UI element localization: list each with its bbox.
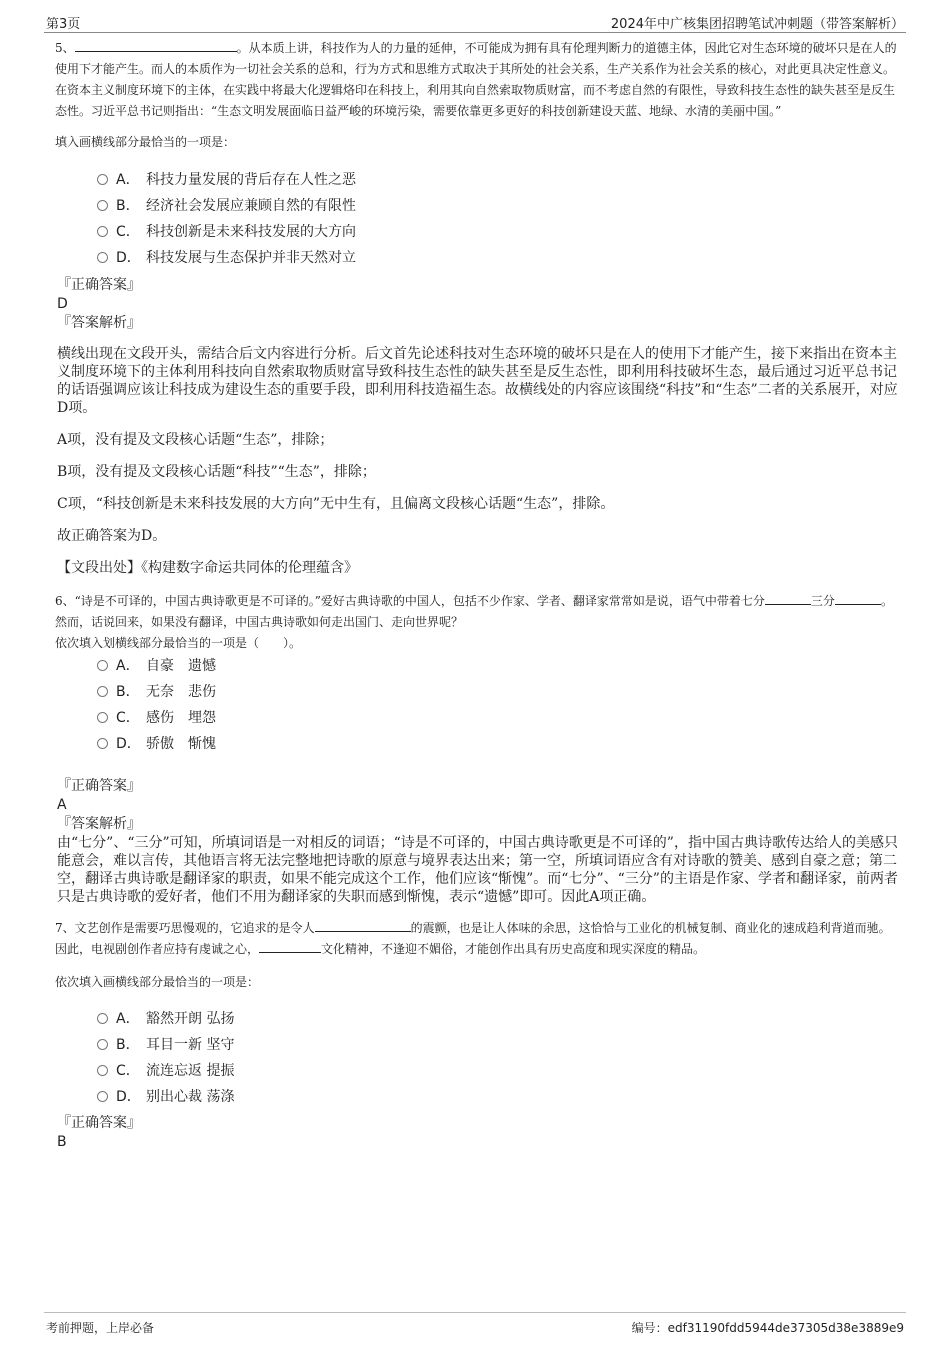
footer-slogan: 考前押题，上岸必备 bbox=[46, 1321, 155, 1335]
radio-icon[interactable] bbox=[97, 1091, 108, 1102]
question-7-options bbox=[55, 1006, 900, 1110]
radio-icon[interactable] bbox=[97, 738, 108, 749]
question-5-stem bbox=[55, 38, 900, 122]
analysis-paragraph: A项，没有提及文段核心话题“生态”，排除； bbox=[57, 432, 334, 448]
option-c[interactable]: C． 科技创新是未来科技发展的大方向 bbox=[97, 219, 900, 245]
document-title: 2024年中广核集团招聘笔试冲刺题（带答案解析） bbox=[610, 17, 904, 32]
fill-blank bbox=[315, 919, 411, 932]
question-5-instruction: 填入画横线部分最恰当的一项是： bbox=[55, 135, 236, 149]
radio-icon[interactable] bbox=[97, 686, 108, 697]
option-a[interactable]: A． 科技力量发展的背后存在人性之恶 bbox=[97, 167, 900, 193]
analysis-paragraph: 由“七分”、“三分”可知，所填词语是一对相反的词语；“诗是不可译的，中国古典诗歌更是不可译的”，指中国古典诗歌传达给人的美感只能意会，难以言传，其他语言将无法完整地把诗歌的原意与境界表达出来；第一空，所填词语应含有对诗歌的赞美、感到自豪之意；第二空，翻译古典诗歌是翻译家的职责，如果不能完成这个工作，他们应该“惭愧”。而“七分”、“三分”的主语是作家、学者和翻译家，前两者只是古典诗歌的爱好者，他们不用为翻译家的失职而感到惭愧，表示“遗憾”即可。因此A项正确。 bbox=[57, 835, 898, 905]
option-b[interactable]: B． 无奈 悲伤 bbox=[97, 679, 900, 705]
question-6-instruction: 依次填入划横线部分最恰当的一项是（ ）。 bbox=[55, 636, 302, 650]
option-b[interactable]: B． 经济社会发展应兼顾自然的有限性 bbox=[97, 193, 900, 219]
radio-icon[interactable] bbox=[97, 660, 108, 671]
question-5 bbox=[55, 38, 900, 577]
document-serial: 编号：edf31190fdd5944de37305d38e3889e9 bbox=[631, 1321, 904, 1335]
question-7-stem: 7、文艺创作是需要巧思慢观的，它追求的是令人 的震颤，也是让人体味的余思，这恰恰与工业化的机械复制、商业化的速成趋利背道而驰。因此，电视剧创作者应持有虔诚之心， 文化精神，不逢迎不媚俗，才能创作出具有历史高度和现实深度的精品。 bbox=[55, 921, 891, 956]
analysis-paragraph: 故正确答案为D。 bbox=[57, 528, 167, 544]
analysis-label: 『答案解析』 bbox=[57, 816, 141, 832]
fill-blank bbox=[765, 592, 811, 605]
radio-icon[interactable] bbox=[97, 226, 108, 237]
analysis-paragraph: 横线出现在文段开头，需结合后文内容进行分析。后文首先论述科技对生态环境的破坏只是在人的使用下才能产生，接下来指出在资本主义制度环境下的主体利用科技向自然索取物质财富导致科技生态性的缺失甚至是反生态性，即利用科技破坏生态，最后通过习近平总书记的话语强调应该让科技成为建设生态的重要手段，即利用科技造福生态。故横线处的内容应该围绕“科技”和“生态”二者的关系展开，对应D项。 bbox=[57, 346, 898, 416]
question-6-options bbox=[55, 653, 900, 757]
page-header bbox=[44, 10, 906, 33]
page-footer bbox=[44, 1312, 906, 1337]
fill-blank bbox=[75, 39, 237, 52]
answer-label: 『正确答案』 bbox=[57, 277, 141, 293]
question-7-instruction: 依次填入画横线部分最恰当的一项是： bbox=[55, 975, 260, 989]
question-5-number: 5、 bbox=[55, 41, 75, 55]
analysis-paragraph: B项，没有提及文段核心话题“科技”“生态”，排除； bbox=[57, 464, 376, 480]
radio-icon[interactable] bbox=[97, 712, 108, 723]
page-number: 第3页 bbox=[46, 17, 81, 32]
fill-blank bbox=[835, 592, 881, 605]
option-d[interactable]: D． 别出心裁 荡涤 bbox=[97, 1084, 900, 1110]
answer-label: 『正确答案』 bbox=[57, 778, 141, 794]
answer-label: 『正确答案』 bbox=[57, 1115, 141, 1131]
option-c[interactable]: C． 感伤 埋怨 bbox=[97, 705, 900, 731]
radio-icon[interactable] bbox=[97, 1065, 108, 1076]
source-note: 【文段出处】《构建数字命运共同体的伦理蕴含》 bbox=[57, 560, 358, 576]
radio-icon[interactable] bbox=[97, 200, 108, 211]
option-c[interactable]: C． 流连忘返 提振 bbox=[97, 1058, 900, 1084]
option-d[interactable]: D． 骄傲 惭愧 bbox=[97, 731, 900, 757]
fill-blank bbox=[259, 940, 321, 953]
option-a[interactable]: A． 自豪 遗憾 bbox=[97, 653, 900, 679]
question-5-options bbox=[55, 167, 900, 271]
analysis-paragraph: C项，“科技创新是未来科技发展的大方向”无中生有，且偏离文段核心话题“生态”，排除。 bbox=[57, 496, 615, 512]
option-a[interactable]: A． 豁然开朗 弘扬 bbox=[97, 1006, 900, 1032]
correct-answer: B bbox=[57, 1134, 67, 1150]
option-b[interactable]: B． 耳目一新 坚守 bbox=[97, 1032, 900, 1058]
option-d[interactable]: D． 科技发展与生态保护并非天然对立 bbox=[97, 245, 900, 271]
radio-icon[interactable] bbox=[97, 1039, 108, 1050]
analysis-label: 『答案解析』 bbox=[57, 315, 141, 331]
correct-answer: D bbox=[57, 296, 68, 312]
page-content bbox=[55, 38, 900, 1152]
correct-answer: A bbox=[57, 797, 67, 813]
radio-icon[interactable] bbox=[97, 1013, 108, 1024]
question-6-number: 6、 bbox=[55, 594, 75, 608]
question-6 bbox=[55, 591, 900, 906]
radio-icon[interactable] bbox=[97, 252, 108, 263]
radio-icon[interactable] bbox=[97, 174, 108, 185]
question-5-text: 。从本质上讲，科技作为人的力量的延伸，不可能成为拥有具有伦理判断力的道德主体，因此它对生态环境的破坏只是在人的使用下才能产生。而人的本质作为一切社会关系的总和，行为方式和思维方式取决于其所处的社会关系，生产关系作为社会关系的核心，对此更具决定性意义。在资本主义制度环境下的主体，在实践中将最大化逻辑烙印在科技上，利用其向自然索取物质财富，而不考虑自然的有限性，导致科技生态性的缺失甚至是反生态性。习近平总书记则指出：“生态文明发展面临日益严峻的环境污染，需要依靠更多更好的科技创新建设天蓝、地绿、水清的美丽中国。” bbox=[55, 41, 897, 118]
question-7 bbox=[55, 918, 900, 1152]
question-6-stem: 6、“诗是不可译的，中国古典诗歌更是不可译的。”爱好古典诗歌的中国人，包括不少作家、学者、翻译家常常如是说，语气中带着七分 三分 。然而，话说回来，如果没有翻译，中国古典诗歌如何走出国门、走向世界呢？ bbox=[55, 594, 893, 629]
question-7-number: 7、 bbox=[55, 921, 75, 935]
